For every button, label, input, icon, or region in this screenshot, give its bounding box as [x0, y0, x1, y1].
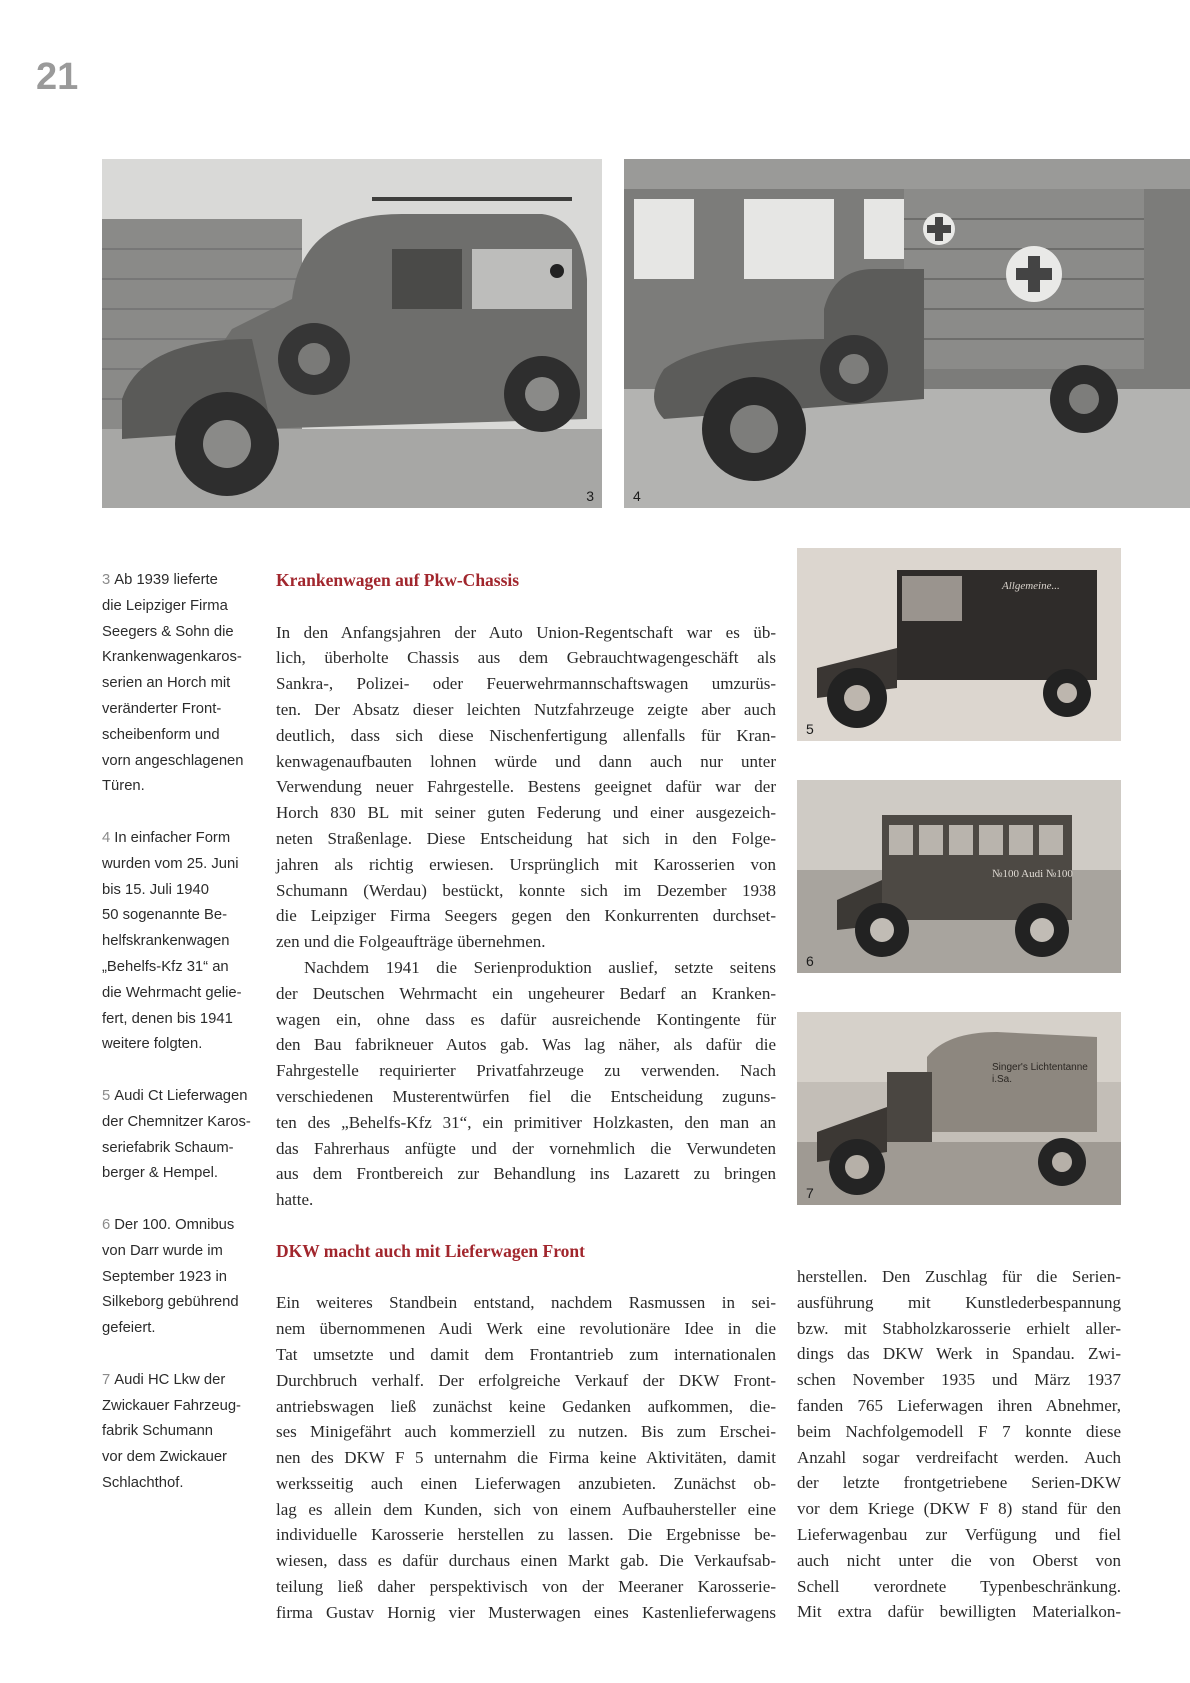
- text-line: Ein weiteres Standbein entstand, nachdem Rasmussen in sei-: [276, 1293, 776, 1313]
- text-line: antriebswagen ließ zunächst keine Gedanken aufkommen, die-: [276, 1396, 776, 1416]
- text-line: firma Gustav Hornig vier Musterwagen eines Kastenlieferwagens: [276, 1602, 776, 1622]
- caption-line: Silkeborg gebührend: [102, 1294, 239, 1311]
- caption-line: die Leipziger Firma: [102, 597, 228, 614]
- caption-line: von Darr wurde im: [102, 1242, 223, 1259]
- caption-line: die Wehrmacht gelie-: [102, 984, 242, 1001]
- caption-line: Schlachthof.: [102, 1474, 184, 1491]
- photo-5: [797, 548, 1121, 741]
- text-line: Durchbruch verhalf. Der erfolgreiche Verkauf der DKW Front-: [276, 1370, 776, 1390]
- caption-4: [102, 826, 262, 1058]
- text-line: beim Nachfolgemodell F 7 konnte diese: [797, 1421, 1121, 1441]
- photo-6: [797, 780, 1121, 973]
- photo-number: 7: [806, 1185, 814, 1201]
- photo-7: [797, 1012, 1121, 1205]
- text-line: jahren als richtig erwiesen. Ursprünglich mit Karosserien von: [276, 854, 776, 874]
- photo-4: [624, 159, 1190, 508]
- photo-number: 4: [633, 488, 641, 504]
- caption-number: 7: [102, 1371, 111, 1388]
- caption-line: vor dem Zwickauer: [102, 1449, 227, 1466]
- paragraph: [276, 620, 776, 955]
- caption-line: vorn angeschlagenen: [102, 752, 244, 769]
- paragraph: [276, 1290, 776, 1625]
- caption-line: wurden vom 25. Juni: [102, 855, 239, 872]
- caption-line: Audi HC Lkw der: [114, 1371, 226, 1388]
- caption-line: der Chemnitzer Karos-: [102, 1113, 251, 1130]
- paragraph: [276, 955, 776, 1213]
- text-line: lag es allein dem Kunden, sich von einem Aufbauhersteller eine: [276, 1499, 776, 1519]
- photo-3: [102, 159, 602, 508]
- text-line: schen November 1935 und März 1937: [797, 1370, 1121, 1390]
- text-line: aus dem Frontbereich zur Behandlung ins Lazarett zu bringen: [276, 1164, 776, 1184]
- caption-line: fert, denen bis 1941: [102, 1010, 233, 1027]
- text-line: wagen ein, ohne dass es dafür ausreichende Kontingente für: [276, 1009, 776, 1029]
- caption-7: [102, 1368, 262, 1497]
- text-line: Anzahl sogar verdreifacht werden. Auch: [797, 1447, 1121, 1467]
- text-line: In den Anfangsjahren der Auto Union-Regentschaft war es üb-: [276, 622, 776, 642]
- text-line: neten Straßenlage. Diese Entscheidung hat sich in den Folge-: [276, 828, 776, 848]
- caption-line: Krankenwagenkaros-: [102, 649, 242, 666]
- text-line: Nachdem 1941 die Serienproduktion auslief, setzte seitens: [304, 957, 776, 977]
- caption-line: gefeiert.: [102, 1320, 156, 1337]
- caption-line: In einfacher Form: [114, 829, 231, 846]
- caption-line: Zwickauer Fahrzeug-: [102, 1397, 241, 1414]
- caption-line: Ab 1939 lieferte: [114, 572, 218, 588]
- text-line: ten. Der Absatz dieser leichten Nutzfahrzeuge zeigte aber auch: [276, 699, 776, 719]
- text-line: das Fahrerhaus anfügte und der vornehmlich die Verwundeten: [276, 1138, 776, 1158]
- text-line: deutlich, dass sich diese Nischenfertigung allenfalls für Kran-: [276, 725, 776, 745]
- text-line: Horch 830 BL mit seiner guten Federung und einer ausgezeich-: [276, 803, 776, 823]
- lorry-photo-icon: [797, 1012, 1121, 1205]
- ambulance-car-photo-icon: [102, 159, 602, 508]
- text-line: auch nicht unter die von Oberst von: [797, 1550, 1121, 1570]
- text-line: kenwagenaufbauten lohnen würde und dann auch nur unter: [276, 751, 776, 771]
- caption-6: [102, 1213, 262, 1342]
- text-line: ten des „Behelfs-Kfz 31“, ein primitiver Holzkasten, den man an: [276, 1112, 776, 1132]
- text-line: Tat umsetzte und damit dem Frontantrieb zum internationalen: [276, 1344, 776, 1364]
- text-line: werksseitig auch einen Lieferwagen anzubieten. Zunächst ob-: [276, 1473, 776, 1493]
- text-line: Lieferwagenbau zur Verfügung und fiel: [797, 1524, 1121, 1544]
- text-line: nen des DKW F 5 unternahm die Firma keine Aktivitäten, damit: [276, 1448, 776, 1468]
- text-line: Schumann (Werdau) bestückt, konnte sich im Dezember 1938: [276, 880, 776, 900]
- audi-delivery-van-photo-icon: [797, 548, 1121, 741]
- text-line: Sankra-, Polizei- oder Feuerwehrmannschaftswagen umzurüs-: [276, 674, 776, 694]
- caption-line: scheibenform und: [102, 726, 220, 743]
- right-text-column: [797, 1264, 1121, 1625]
- caption-line: berger & Hempel.: [102, 1165, 218, 1182]
- caption-5: [102, 1084, 262, 1187]
- text-line: vor dem Kriege (DKW F 8) stand für den: [797, 1499, 1121, 1519]
- text-line: Fahrgestelle requirierter Privatfahrzeuge zu verwenden. Nach: [276, 1061, 776, 1081]
- caption-number: 5: [102, 1087, 111, 1104]
- bus-lettering: №100 Audi №100: [992, 868, 1073, 880]
- caption-number: 4: [102, 829, 111, 846]
- text-line: wiesen, dass es dafür durchaus einen Markt gab. Die Verkaufsab-: [276, 1551, 776, 1571]
- text-line: der Deutschen Wehrmacht ein ungeheurer Bedarf an Kranken-: [276, 983, 776, 1003]
- caption-line: Audi Ct Lieferwagen: [114, 1087, 248, 1104]
- text-line: fanden 765 Lieferwagen ihren Abnehmer,: [797, 1395, 1121, 1415]
- caption-line: weitere folgten.: [102, 1036, 203, 1053]
- caption-line: bis 15. Juli 1940: [102, 881, 209, 898]
- caption-number: 3: [102, 572, 111, 588]
- text-line: dings das DKW Werk in Spandau. Zwi-: [797, 1344, 1121, 1364]
- van-lettering: Allgemeine...: [1002, 580, 1060, 592]
- text-line: die Leipziger Firma Seegers gegen den Konkurrenten durchset-: [276, 906, 776, 926]
- caption-3: [102, 568, 262, 800]
- text-line: hatte.: [276, 1190, 314, 1210]
- text-line: verschiedenen Musterentwürfen fiel die Entscheidung zuguns-: [276, 1086, 776, 1106]
- caption-line: fabrik Schumann: [102, 1423, 214, 1440]
- caption-line: helfskrankenwagen: [102, 933, 230, 950]
- photo-number: 5: [806, 721, 814, 737]
- photo-number: 3: [586, 488, 594, 504]
- text-line: Mit extra dafür bewilligten Materialkon-: [797, 1602, 1121, 1622]
- caption-number: 6: [102, 1216, 111, 1233]
- section-heading: Krankenwagen auf Pkw-Chassis: [276, 570, 520, 590]
- text-line: nem übernommenen Audi Werk eine revolutionäre Idee in die: [276, 1319, 776, 1339]
- text-line: der letzte frontgetriebene Serien-DKW: [797, 1473, 1121, 1493]
- text-line: lich, überholte Chassis aus dem Gebrauchtwagengeschäft als: [276, 648, 776, 668]
- text-line: zen und die Folgeaufträge übernehmen.: [276, 932, 546, 952]
- text-line: ausführung mit Kunstlederbespannung: [797, 1292, 1121, 1312]
- caption-line: serien an Horch mit: [102, 675, 231, 692]
- text-line: Schell verordnete Typenbeschränkung.: [797, 1576, 1121, 1596]
- text-line: herstellen. Den Zuschlag für die Serien-: [797, 1267, 1121, 1286]
- caption-line: Seegers & Sohn die: [102, 623, 234, 640]
- caption-line: „Behelfs-Kfz 31“ an: [102, 958, 229, 975]
- caption-line: September 1923 in: [102, 1268, 228, 1285]
- caption-line: seriefabrik Schaum-: [102, 1139, 234, 1156]
- lorry-lettering: Singer's Lichtentanne i.Sa.: [992, 1062, 1088, 1085]
- page-number: 21: [36, 56, 79, 98]
- main-text-column: [276, 568, 776, 1626]
- captions-column: [102, 568, 262, 1522]
- text-line: individuelle Karosserie herstellen zu lassen. Die Ergebnisse be-: [276, 1525, 776, 1545]
- text-line: Verwendung neuer Fahrgestelle. Bestens geeignet dafür war der: [276, 777, 776, 797]
- caption-line: Türen.: [102, 778, 145, 795]
- text-line: bzw. mit Stabholzkarosserie erhielt aller-: [797, 1318, 1121, 1338]
- text-line: ses Minigefährt auch kommerziell zu nutzen. Bis zum Erschei-: [276, 1422, 776, 1442]
- text-line: den Bau fabrikneuer Autos gab. Was lag näher, als dafür die: [276, 1035, 776, 1055]
- ambulance-truck-photo-icon: [624, 159, 1190, 508]
- section-heading: DKW macht auch mit Lieferwagen Front: [276, 1240, 585, 1261]
- caption-line: veränderter Front-: [102, 700, 222, 717]
- text-line: teilung ließ daher perspektivisch von der Meeraner Karosserie-: [276, 1577, 776, 1597]
- caption-line: Der 100. Omnibus: [114, 1216, 235, 1233]
- photo-number: 6: [806, 953, 814, 969]
- caption-line: 50 sogenannte Be-: [102, 907, 228, 924]
